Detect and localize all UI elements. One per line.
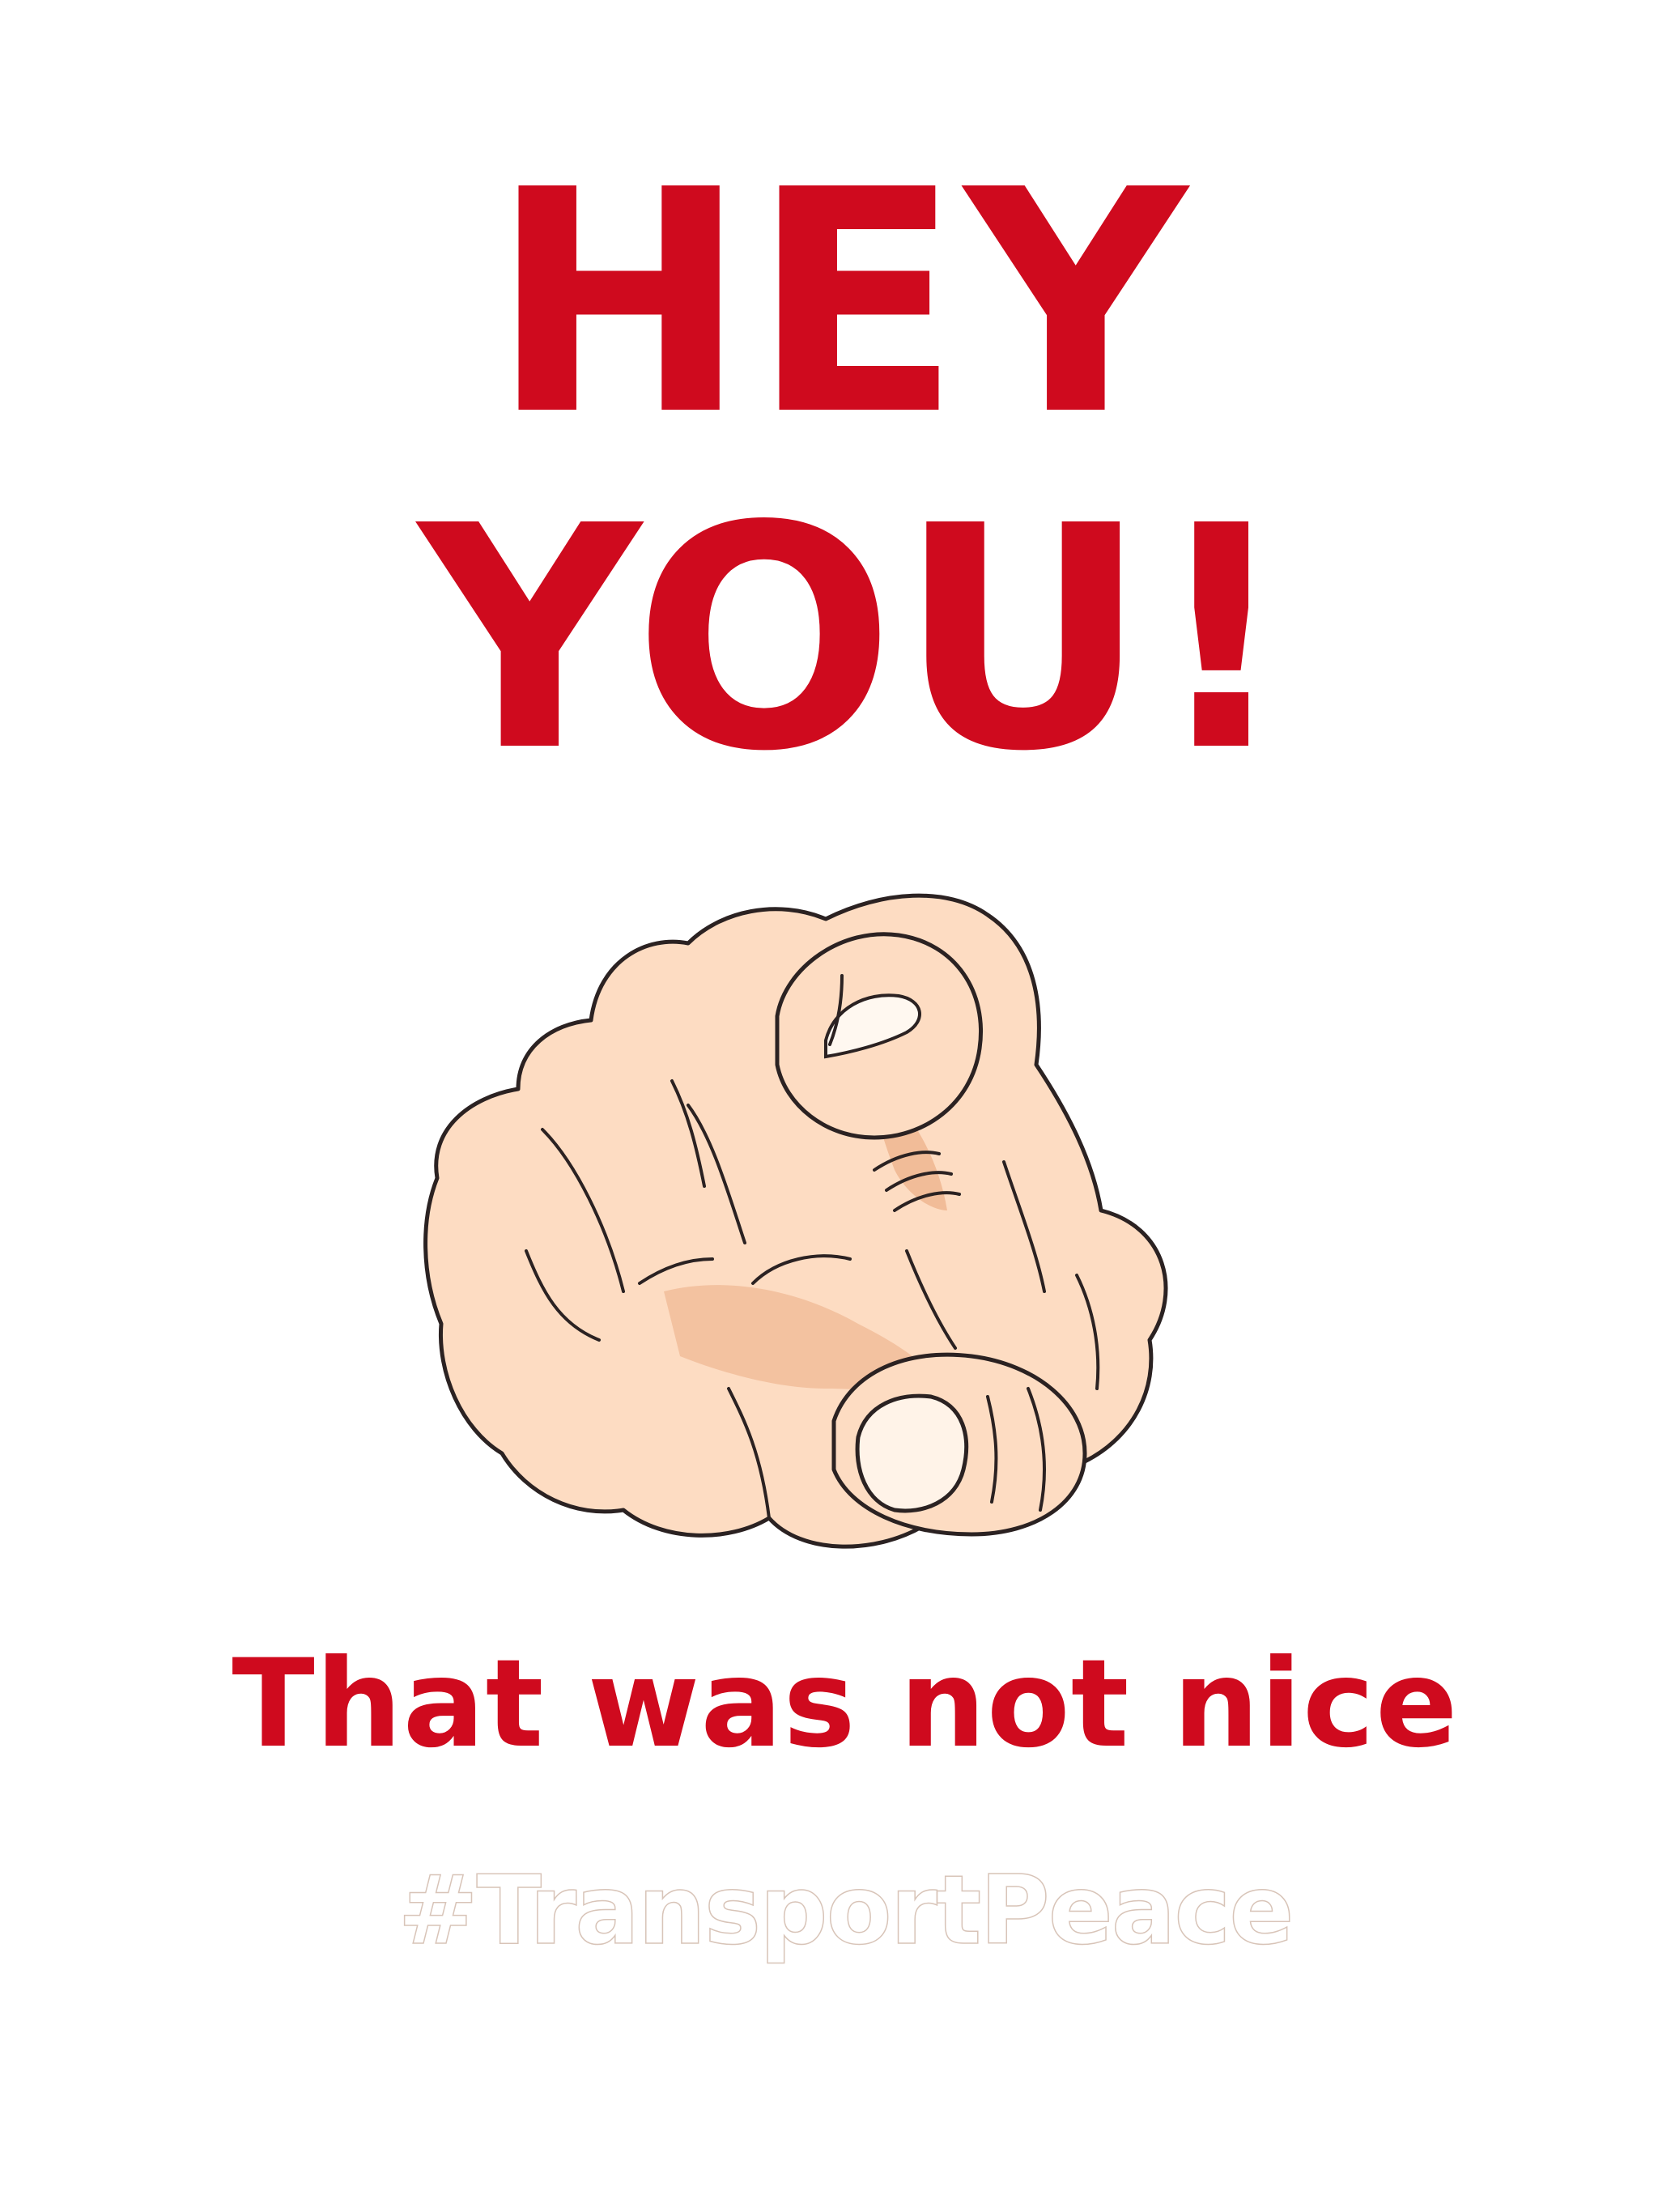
pointing-hand-illustration	[421, 870, 1182, 1575]
thumb-nail	[857, 1396, 967, 1511]
hashtag: #TransportPeace	[397, 1854, 1293, 1966]
headline-you: YOU!	[418, 460, 1295, 819]
tagline: That was not nice	[232, 1634, 1459, 1775]
headline-hey: HEY	[490, 124, 1191, 483]
